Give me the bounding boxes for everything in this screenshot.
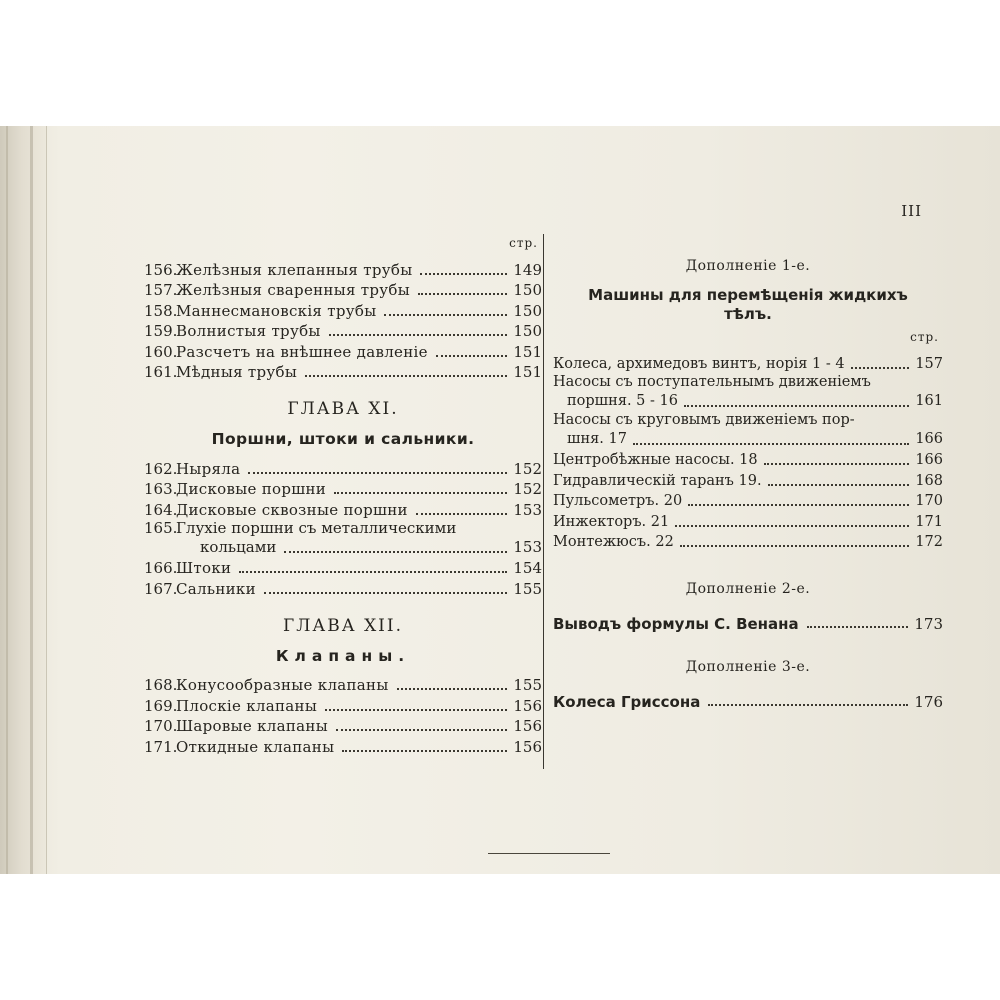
toc-entry: 170. Шаровые клапаны 156 — [144, 717, 542, 735]
toc-entry: Пульсометръ. 20 170 — [553, 493, 943, 509]
toc-entry: 168. Конусообразные клапаны 155 — [144, 676, 542, 694]
supplement-title: Машины для перемѣщенія жидкихъ тѣлъ. — [588, 286, 908, 323]
binding-shadow — [30, 126, 33, 874]
toc-entry: Выводъ формулы С. Венана 173 — [553, 615, 943, 633]
supplement-heading: Дополненіе 2-е. — [685, 581, 811, 597]
supplement-heading: Дополненіе 1-е. — [685, 258, 811, 274]
toc-entry: 161. Мѣдныя трубы 151 — [144, 363, 542, 381]
page-fold — [6, 126, 8, 874]
toc-entry: 157. Желѣзныя сваренныя трубы 150 — [144, 281, 542, 299]
toc-entry: 158. Маннесмановскія трубы 150 — [144, 301, 542, 320]
toc-entry: 160. Разсчетъ на внѣшнее давленіе 151 — [144, 342, 542, 361]
toc-entry: 156. Желѣзныя клепанныя трубы 149 — [144, 260, 542, 279]
toc-entry: 171. Откидные клапаны 156 — [144, 737, 542, 756]
toc-entry-multiline: Насосы съ круговымъ движеніемъ пор- шня. 17 166 — [553, 411, 943, 447]
toc-entry: Центробѣжные насосы. 18 166 — [553, 452, 943, 468]
toc-entry: 159. Волнистыя трубы 150 — [144, 322, 542, 340]
supplement-heading: Дополненіе 3-е. — [685, 659, 811, 675]
toc-entry: 164. Дисковые сквозные поршни 153 — [144, 500, 542, 519]
toc-entry: 163. Дисковые поршни 152 — [144, 480, 542, 498]
toc-entry: Колеса Гриссона 176 — [553, 693, 943, 711]
bottom-rule — [488, 853, 610, 854]
toc-entry: Колеса, архимедовъ винтъ, норія 1 - 4 157 — [553, 355, 943, 372]
toc-entry: Гидравлическій таранъ 19. 168 — [553, 472, 943, 489]
toc-entry-multiline: 165.Глухіе поршни съ металлическими кольцами 153 — [144, 518, 542, 556]
right-column — [553, 258, 943, 711]
chapter-heading: ГЛАВА XII. — [282, 615, 404, 636]
chapter-heading: ГЛАВА XI. — [287, 399, 399, 419]
toc-entry: Инжекторъ. 21 171 — [553, 513, 943, 530]
toc-entry: Монтежюсъ. 22 172 — [553, 534, 943, 550]
page-column-label: стр. — [910, 330, 939, 344]
page-column-label: стр. — [509, 236, 538, 250]
chapter-title: Клапаны. — [275, 646, 411, 665]
toc-entry: 166. Штоки 154 — [144, 559, 542, 577]
book-page — [0, 126, 1000, 874]
left-column — [144, 236, 542, 756]
toc-entry: 167. Сальники 155 — [144, 579, 542, 598]
toc-entry: 162. Ныряла 152 — [144, 459, 542, 478]
toc-entry: 169. Плоскіе клапаны 156 — [144, 696, 542, 715]
chapter-title: Поршни, штоки и сальники. — [211, 430, 475, 448]
page-number: III — [901, 202, 922, 220]
column-divider — [543, 234, 544, 769]
toc-entry-multiline: Насосы съ поступательнымъ движеніемъ поршня. 5 - 16 161 — [553, 373, 943, 409]
